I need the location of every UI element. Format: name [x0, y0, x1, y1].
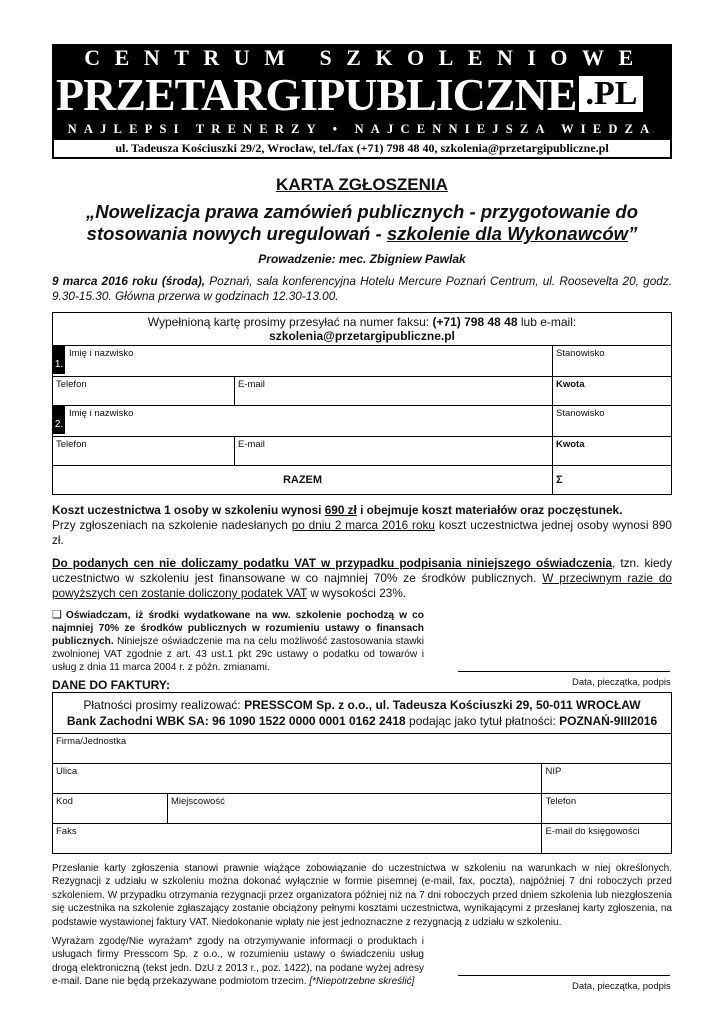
cost-text: Koszt uczestnictwa 1 osoby w szkoleniu wynosi — [52, 503, 325, 517]
payee-company: PRESSCOM Sp. z o.o., ul. Tadeusza Kościuszki 29, 50-011 WROCŁAW — [244, 698, 641, 712]
payment-info — [53, 693, 672, 734]
field-label: Stanowisko — [556, 348, 605, 359]
field-label: E-mail — [238, 379, 265, 390]
instruction-text: Wypełnioną kartę prosimy przesyłać na numer faksu: — [147, 315, 433, 329]
training-title — [52, 201, 672, 245]
training-title-audience: szkolenie dla Wykonawców — [386, 223, 629, 244]
signature-label-2: Data, pieczątka, podpis — [572, 981, 671, 993]
participant-2-amount-field[interactable] — [553, 437, 672, 466]
date: 9 marca 2016 roku (środa), — [52, 274, 206, 288]
field-label: Firma/Jednostka — [56, 736, 127, 747]
participant-2-email-field[interactable] — [235, 437, 553, 466]
vat-bold: Do podanych cen nie doliczamy podatku VAT w przypadku podpisania niniejszego oświadczenia — [52, 556, 613, 570]
participant-1-phone-field[interactable] — [53, 377, 235, 406]
field-label: Ulica — [56, 766, 78, 777]
accounting-email-field[interactable] — [542, 824, 672, 854]
signature-label-1: Data, pieczątka, podpis — [572, 677, 671, 688]
late-cost-date: po dniu 2 marca 2016 roku — [291, 518, 435, 532]
cost-info — [52, 503, 672, 548]
late-cost-text-end: koszt uczestnictwa jednej osoby wynosi 890 zł. — [52, 518, 672, 547]
declaration-bold: Oświadczam, iż środki wydatkowane na ww. szkolenie pochodzą w co najmniej 70% ze środków publicznych w rozumieniu ustawy o finansach publicznych. — [52, 610, 424, 647]
declaration-checkbox[interactable]: ❑ — [52, 609, 62, 621]
late-cost-text: Przy zgłoszeniach na szkolenie nadesłanych — [52, 518, 292, 532]
signature-line-1[interactable] — [458, 671, 670, 672]
date-location — [52, 274, 672, 304]
field-label: Kwota — [556, 439, 585, 450]
page-title: KARTA ZGŁOSZENIA — [276, 175, 448, 194]
training-title-end: ” — [628, 223, 638, 244]
field-label: NIP — [545, 766, 562, 777]
fax-field[interactable] — [53, 824, 542, 854]
vat-underlined: W przeciwnym razie do powyższych cen zostanie doliczony podatek VAT — [52, 571, 672, 600]
cost-price: 690 zł — [324, 503, 357, 517]
field-label: Telefon — [56, 439, 87, 450]
email-address: szkolenia@przetargipubliczne.pl — [269, 329, 455, 343]
payment-title-text: podając jako tytuł płatności: — [405, 714, 560, 728]
bank-account: Bank Zachodni WBK SA: 96 1090 1522 0000 0001 0162 2418 — [66, 714, 406, 728]
field-label: Kwota — [556, 379, 585, 390]
vat-middle: , tzn. kiedy uczestnictwo w szkoleniu jest finansowane w co najmniej 70% ze środków publicznych. — [52, 556, 672, 585]
header-banner — [52, 44, 672, 159]
header-line1: CENTRUM SZKOLENIOWE — [84, 45, 648, 70]
instruction-or: lub e-mail: — [517, 315, 577, 329]
invoice-phone-field[interactable] — [542, 794, 672, 824]
participant-number: 2. — [53, 406, 65, 434]
field-label: E-mail — [238, 439, 265, 450]
vat-info — [52, 556, 672, 601]
nip-field[interactable] — [542, 764, 672, 794]
vat-end: w wysokości 23%. — [307, 586, 407, 600]
payment-text: Płatności prosimy realizować: — [83, 698, 245, 712]
total-sum-field[interactable]: Σ — [553, 466, 672, 495]
header-brand — [52, 69, 672, 120]
participant-1-position-field[interactable] — [553, 346, 672, 377]
lecturer: Prowadzenie: mec. Zbigniew Pawlak — [258, 252, 466, 266]
declaration-text — [52, 609, 424, 674]
header-brand-suffix: .PL — [579, 76, 643, 112]
field-label: Telefon — [56, 379, 87, 390]
invoice-table — [52, 692, 672, 854]
field-label: Imię i nazwisko — [69, 408, 134, 419]
participant-number: 1. — [53, 346, 65, 374]
consent-note: [*Niepotrzebne skreślić] — [309, 976, 415, 988]
field-label: Miejscowość — [171, 796, 225, 807]
training-title-part1: „Nowelizacja prawa zamówień publicznych - przygotowanie do stosowania nowych uregulowań - — [85, 201, 638, 244]
header-brand-name: PRZETARGIPUBLICZNE — [56, 69, 577, 120]
consent-text — [52, 935, 424, 989]
total-label: RAZEM — [53, 466, 553, 495]
participant-2-position-field[interactable] — [553, 406, 672, 437]
field-label: Faks — [56, 826, 77, 837]
consent-body: Wyrażam zgodę/Nie wyrażam* zgody na otrzymywanie informacji o produktach i usługach firmy Presscom Sp. z o.o., w rozumieniu ustawy o świadczeniu usług drogą elektroniczną (tekst jedn. DzU z 2013 r., poz. 1422), na podane wyżej adresy e-mail. Dane nie będą przekazywane podmiotom trzecim. — [52, 936, 424, 988]
cost-text-end: i obejmuje koszt materiałów oraz poczęstunek. — [356, 503, 623, 517]
invoice-heading: DANE DO FAKTURY: — [52, 678, 170, 692]
postcode-field[interactable] — [53, 794, 168, 824]
company-field[interactable] — [53, 734, 672, 764]
participant-1-name-field[interactable] — [53, 346, 553, 377]
header-tagline: NAJLEPSI TRENERZY • NAJCENNIEJSZA WIEDZA — [67, 122, 657, 136]
declaration-rest: Niniejsze oświadczenie ma na celu możliwość zastosowania stawki zwolnionej VAT zgodnie z art. 43 ust.1 pkt 29c ustawy o podatku od towarów i usług z dnia 11 marca 2004 r. z późn. zmianami. — [52, 636, 424, 673]
participant-1-email-field[interactable] — [235, 377, 553, 406]
location: Poznań, sala konferencyjna Hotelu Mercure Poznań Centrum, ul. Roosevelta 20, godz. 9.30-15.30. Główna przerwa w godzinach 12.30-13.00. — [52, 274, 672, 303]
participant-1-amount-field[interactable] — [553, 377, 672, 406]
participant-2-name-field[interactable] — [53, 406, 553, 437]
city-field[interactable] — [168, 794, 542, 824]
field-label: Stanowisko — [556, 408, 605, 419]
field-label: Kod — [56, 796, 73, 807]
terms-text: Przesłanie karty zgłoszenia stanowi prawnie wiążące zobowiązanie do uczestnictwa w szkoleniu na warunkach w niej określonych. Rezygnacji z udziału w szkoleniu można dokonać wyłącznie w formie pisemnej (e-mail, fax, poczta), najpóźniej 7 dni roboczych przed szkoleniem. W przypadku otrzymania rezygnacji przez organizatora później niż na 7 dni roboczych przed dniem szkolenia lub niezgłoszenia się uczestnika na szkolenie zgłaszający zostanie obciążony pełnymi kosztami uczestnictwa, wynikającymi z przesłanej karty zgłoszenia, na podstawie wystawionej faktury VAT. Niedokonanie wpłaty nie jest jednoznaczne z rezygnacją z udziału w szkoleniu. — [52, 863, 672, 928]
form-instruction — [53, 313, 672, 346]
participant-2-phone-field[interactable] — [53, 437, 235, 466]
field-label: E-mail do księgowości — [545, 826, 640, 837]
consent-block — [52, 935, 672, 993]
registration-form-page — [52, 44, 672, 993]
fax-number: (+71) 798 48 48 — [432, 315, 518, 329]
field-label: Imię i nazwisko — [69, 348, 134, 359]
signature-line-2[interactable] — [458, 975, 670, 976]
field-label: Telefon — [545, 796, 577, 807]
payment-title-code: POZNAŃ-9III2016 — [559, 714, 658, 728]
street-field[interactable] — [53, 764, 542, 794]
header-address: ul. Tadeusza Kościuszki 29/2, Wrocław, tel./fax (+71) 798 48 40, szkolenia@przetargipubliczne.pl — [52, 138, 672, 159]
participants-table — [52, 312, 672, 495]
